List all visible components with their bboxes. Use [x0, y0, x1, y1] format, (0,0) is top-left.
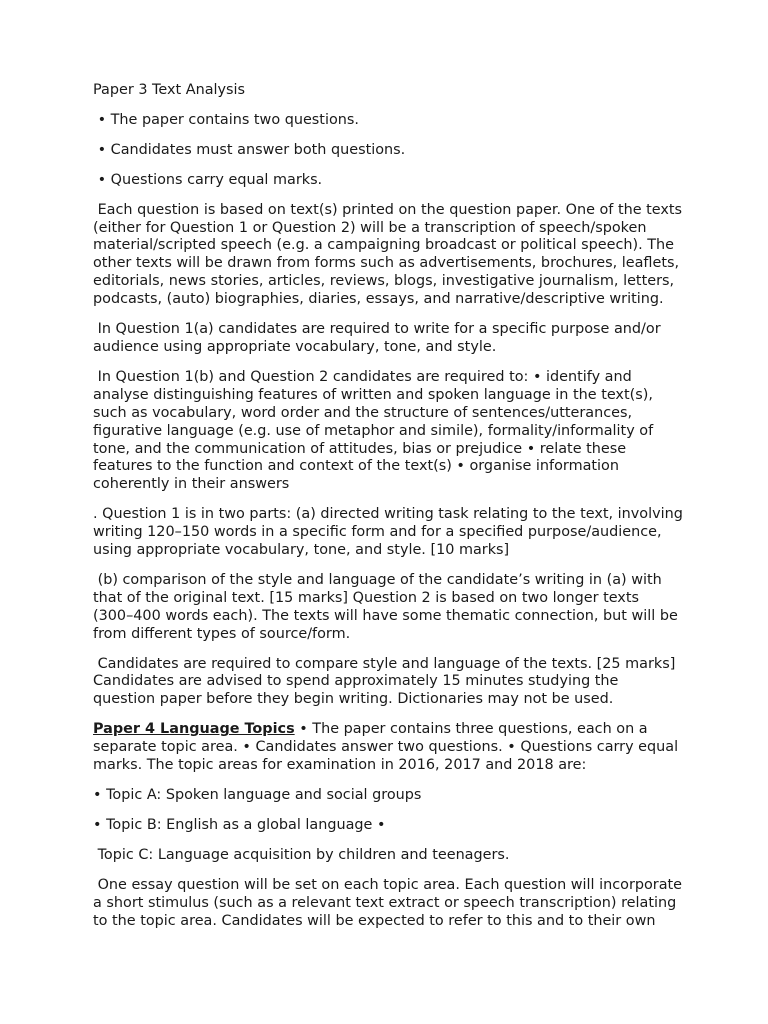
paragraph-compare-style: Candidates are required to compare style and language of the texts. [25 marks] Candidates are advised to spend approximately 15 minutes studying the question paper before they begin writing. Dictionaries may not be used. [93, 655, 680, 708]
document-page [93, 82, 688, 942]
paper4-heading: Paper 4 Language Topics [93, 721, 295, 738]
document-title: Paper 3 Text Analysis [93, 82, 246, 98]
paper4-paragraph [93, 721, 683, 775]
topic-c: Topic C: Language acquisition by children and teenagers. [93, 846, 510, 863]
paper4-intro: • The paper contains three questions, each on a separate topic area. • Candidates answer two questions. • Questions carry equal marks. The topic areas for examination in 2016, 2017 and 2018 are: [93, 721, 683, 774]
paragraph-texts-description: Each question is based on text(s) printed on the question paper. One of the texts (either for Question 1 or Question 2) will be a transcription of speech/spoken material/scripted speech (e.g. a campaigning broadcast or political speech). The other texts will be drawn from forms such as advertisements, brochures, leaflets, editorials, news stories, articles, reviews, blogs, investigative journalism, letters, podcasts, (auto) biographies, diaries, essays, and narrative/descriptive writing. [93, 201, 687, 308]
bullet-equal-marks: • Questions carry equal marks. [93, 171, 323, 188]
topic-b: • Topic B: English as a global language • [93, 816, 386, 833]
paragraph-question-1b-and-2: In Question 1(b) and Question 2 candidates are required to: • identify and analyse distinguishing features of written and spoken language in the text(s), such as vocabulary, word order and the structure of sentences/utterances, figurative language (e.g. use of metaphor and simile), formality/informality of tone, and the communication of attitudes, bias or prejudice • relate these features to the function and context of the text(s) • organise information coherently in their answers [93, 368, 658, 493]
paragraph-part-b-comparison: (b) comparison of the style and language of the candidate’s writing in (a) with that of the original text. [15 marks] Question 2 is based on two longer texts (300–400 words each). The texts will have some thematic connection, but will be from different types of source/form. [93, 571, 683, 642]
bullet-two-questions: • The paper contains two questions. [93, 111, 359, 128]
paragraph-question-1-parts: . Question 1 is in two parts: (a) directed writing task relating to the text, involving writing 120–150 words in a specific form and for a specified purpose/audience, using appropriate vocabulary, tone, and style. [10 marks] [93, 506, 688, 559]
topic-a: • Topic A: Spoken language and social groups [93, 787, 422, 803]
bullet-answer-both: • Candidates must answer both questions. [93, 141, 406, 158]
paragraph-essay-question: One essay question will be set on each topic area. Each question will incorporate a short stimulus (such as a relevant text extract or speech transcription) relating to the topic area. Candidates will be expected to refer to this and to their own [93, 876, 687, 929]
paragraph-question-1a: In Question 1(a) candidates are required to write for a specific purpose and/or audience using appropriate vocabulary, tone, and style. [93, 321, 666, 355]
